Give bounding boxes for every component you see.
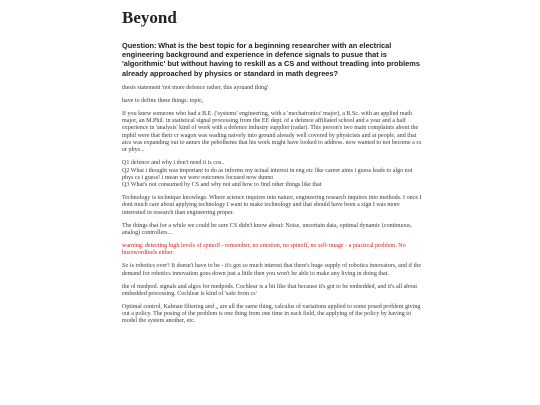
thesis-statement: thesis statement 'not more defence rather, this ayruand thing': [122, 84, 269, 91]
cs-unknowns-paragraph: The things that for a while we could be sure CS didn't know about: Noise, uncertain data, optimal dynamic (continuous, analog) controllers...: [122, 222, 412, 236]
question-text: What is the best topic for a beginning researcher with an electrical engineering background and experience in defence signals to pusue that is 'algorithmic' but without having to reskill as a CS and without treading into problems already approached by physics or standard in math degrees?: [122, 41, 420, 78]
question-label: Question:: [122, 41, 157, 50]
question-1: Q1 defence and why i don't need it is cos..: [122, 160, 225, 167]
page-title: Beyond: [122, 8, 177, 27]
optimal-control-paragraph: Optimal control, Kalman filtering and ,, are all the same thing, calculus of variations applied to some posed problem giving out a policy. The posing of the problem is one thing from one time in each field, the applying of the policy by having to model the system another, etc.: [122, 303, 421, 325]
medpod-paragraph: the ol medpod. signals and algos for medpods. Cochlear is a bit like that because it's got to be embedded, and it's all about embedded processing. Cochlear is kind of 'safe from cs': [122, 283, 418, 297]
definitions-note: have to define these things: topic,: [122, 97, 204, 104]
question-2: Q2 What i thought was important to do as informs my actual interest in eng etc like career aims i guess leads to algo not phys cs i guess! i mean we were outcomes focused now dunno: [122, 167, 413, 181]
background-paragraph: If you knew someone who had a B.E. ('systems' engineering, with a 'mechatronics' major), a B.Sc. with an applied math major, an M.Phil. in statistical signal processing from the EE dept. of a defence affiliated school and a year and a half experience in 'analysis' kind of work with a defence industry supplier (radar). This person's two main complaints about the mphil were that their cr wagon was wading naively into ground already well covered by physicists and ai people, and that aics was expanding out to annex the pebolhems that his work might have looked to address. now wanted to not become a cs or phys ..: [122, 110, 422, 154]
technology-paragraph: Technology is technique knowlege. Where science inquires into nature, engineering research inquires into methods. I once I dont much care about applying technology I want to make technology and that should have been a sign I was more interested in research than engineering proper.: [122, 195, 422, 216]
question-3: Q3 What's not consumed by CS and why not and how to find other things like that: [122, 182, 322, 189]
warning-note: warning: detecting high levels of spinoff - remember, no emotion, no spinoff, no self-image - a practical problem. No buzzwordfeels either.: [122, 242, 406, 257]
question-block: [122, 41, 422, 78]
robotics-paragraph: So is robotics over? It doesn't have to be - it's got so much interest that there's huge supply of robotics innovators, and if the demand for robotics innovation goes down just a little then you won't be able to make any living in doing that.: [122, 263, 422, 277]
